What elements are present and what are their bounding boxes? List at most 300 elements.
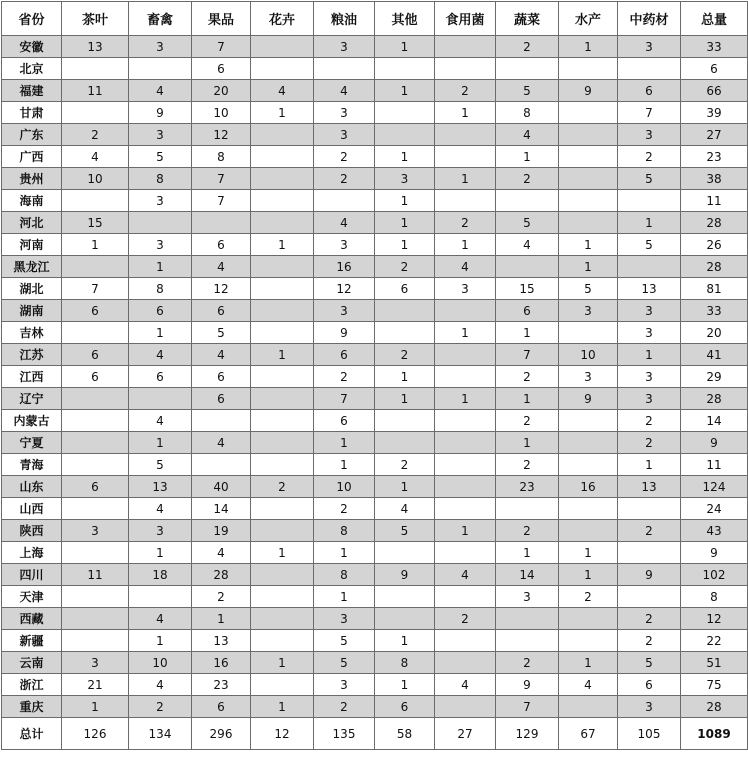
value-cell: 2 <box>618 608 681 630</box>
value-cell <box>559 58 618 80</box>
value-cell: 2 <box>314 696 375 718</box>
value-cell <box>559 146 618 168</box>
value-cell: 8 <box>192 146 251 168</box>
province-cell: 福建 <box>2 80 62 102</box>
province-cell: 山西 <box>2 498 62 520</box>
value-cell: 6 <box>496 300 559 322</box>
value-cell: 6 <box>62 344 129 366</box>
value-cell: 15 <box>496 278 559 300</box>
province-cell: 上海 <box>2 542 62 564</box>
value-cell: 4 <box>314 80 375 102</box>
value-cell <box>375 410 435 432</box>
value-cell: 40 <box>192 476 251 498</box>
value-cell <box>251 564 314 586</box>
value-cell <box>559 432 618 454</box>
value-cell: 3 <box>618 696 681 718</box>
value-cell: 3 <box>435 278 496 300</box>
value-cell <box>618 586 681 608</box>
value-cell: 1 <box>192 608 251 630</box>
province-cell: 吉林 <box>2 322 62 344</box>
value-cell: 15 <box>62 212 129 234</box>
total-cell: 134 <box>129 718 192 750</box>
province-cell: 河南 <box>2 234 62 256</box>
value-cell: 6 <box>192 388 251 410</box>
value-cell: 1 <box>435 102 496 124</box>
value-cell: 3 <box>129 520 192 542</box>
value-cell: 6 <box>192 366 251 388</box>
value-cell <box>496 498 559 520</box>
value-cell: 2 <box>314 366 375 388</box>
value-cell: 3 <box>129 124 192 146</box>
value-cell: 2 <box>314 146 375 168</box>
value-cell <box>62 586 129 608</box>
value-cell: 4 <box>192 256 251 278</box>
value-cell: 102 <box>681 564 748 586</box>
value-cell <box>496 190 559 212</box>
value-cell <box>62 410 129 432</box>
province-cell: 陕西 <box>2 520 62 542</box>
value-cell: 8 <box>129 278 192 300</box>
value-cell: 1 <box>129 322 192 344</box>
table-row <box>2 410 748 432</box>
value-cell: 75 <box>681 674 748 696</box>
value-cell <box>496 630 559 652</box>
value-cell: 6 <box>129 300 192 322</box>
value-cell: 1 <box>496 388 559 410</box>
value-cell: 4 <box>251 80 314 102</box>
column-header: 中药材 <box>618 2 681 36</box>
table-row <box>2 124 748 146</box>
value-cell <box>251 322 314 344</box>
province-cell: 天津 <box>2 586 62 608</box>
value-cell <box>559 630 618 652</box>
value-cell <box>559 608 618 630</box>
value-cell <box>435 630 496 652</box>
value-cell: 33 <box>681 36 748 58</box>
column-header: 果品 <box>192 2 251 36</box>
value-cell: 2 <box>496 520 559 542</box>
value-cell: 1 <box>435 520 496 542</box>
value-cell <box>251 212 314 234</box>
value-cell: 6 <box>314 410 375 432</box>
value-cell: 2 <box>62 124 129 146</box>
value-cell: 7 <box>496 344 559 366</box>
value-cell: 6 <box>192 696 251 718</box>
value-cell: 3 <box>618 36 681 58</box>
value-cell <box>435 476 496 498</box>
value-cell: 4 <box>129 80 192 102</box>
value-cell: 41 <box>681 344 748 366</box>
value-cell <box>435 190 496 212</box>
column-header: 其他 <box>375 2 435 36</box>
value-cell: 2 <box>496 36 559 58</box>
value-cell: 5 <box>375 520 435 542</box>
value-cell <box>251 168 314 190</box>
value-cell: 1 <box>496 432 559 454</box>
value-cell <box>435 146 496 168</box>
value-cell: 3 <box>496 586 559 608</box>
value-cell: 8 <box>681 586 748 608</box>
value-cell: 1 <box>129 432 192 454</box>
value-cell: 3 <box>129 190 192 212</box>
value-cell: 4 <box>192 542 251 564</box>
value-cell <box>435 366 496 388</box>
value-cell <box>251 278 314 300</box>
value-cell: 3 <box>314 300 375 322</box>
province-cell: 重庆 <box>2 696 62 718</box>
value-cell <box>251 674 314 696</box>
column-header-province: 省份 <box>2 2 62 36</box>
value-cell <box>435 498 496 520</box>
value-cell: 4 <box>129 674 192 696</box>
value-cell <box>375 102 435 124</box>
column-header: 食用菌 <box>435 2 496 36</box>
province-cell: 山东 <box>2 476 62 498</box>
value-cell: 1 <box>375 388 435 410</box>
value-cell: 2 <box>314 498 375 520</box>
value-cell: 8 <box>314 564 375 586</box>
value-cell <box>375 300 435 322</box>
value-cell: 3 <box>559 366 618 388</box>
value-cell <box>375 586 435 608</box>
table-row <box>2 608 748 630</box>
column-header: 粮油 <box>314 2 375 36</box>
value-cell: 1 <box>435 322 496 344</box>
value-cell: 5 <box>618 652 681 674</box>
value-cell: 28 <box>681 388 748 410</box>
value-cell <box>559 124 618 146</box>
value-cell: 1 <box>314 586 375 608</box>
value-cell: 1 <box>435 168 496 190</box>
column-header: 花卉 <box>251 2 314 36</box>
value-cell: 28 <box>681 212 748 234</box>
table-row <box>2 454 748 476</box>
value-cell <box>435 58 496 80</box>
value-cell <box>618 498 681 520</box>
value-cell: 4 <box>129 498 192 520</box>
header-row <box>2 2 748 36</box>
province-category-table <box>1 1 748 750</box>
province-cell: 西藏 <box>2 608 62 630</box>
province-cell: 黑龙江 <box>2 256 62 278</box>
value-cell: 2 <box>496 410 559 432</box>
value-cell: 6 <box>375 696 435 718</box>
value-cell: 6 <box>314 344 375 366</box>
value-cell: 2 <box>314 168 375 190</box>
value-cell: 124 <box>681 476 748 498</box>
value-cell: 10 <box>62 168 129 190</box>
value-cell <box>129 212 192 234</box>
value-cell: 5 <box>559 278 618 300</box>
value-cell <box>435 124 496 146</box>
value-cell <box>618 190 681 212</box>
value-cell <box>62 498 129 520</box>
value-cell: 10 <box>129 652 192 674</box>
province-cell: 广西 <box>2 146 62 168</box>
value-cell: 4 <box>129 410 192 432</box>
value-cell: 16 <box>192 652 251 674</box>
value-cell: 9 <box>681 432 748 454</box>
value-cell <box>435 696 496 718</box>
value-cell <box>496 608 559 630</box>
grand-total-cell: 1089 <box>681 718 748 750</box>
value-cell: 3 <box>314 234 375 256</box>
value-cell: 1 <box>496 542 559 564</box>
value-cell <box>314 190 375 212</box>
value-cell: 2 <box>192 586 251 608</box>
value-cell <box>375 322 435 344</box>
province-cell: 江苏 <box>2 344 62 366</box>
value-cell: 20 <box>681 322 748 344</box>
value-cell: 7 <box>314 388 375 410</box>
value-cell: 12 <box>192 278 251 300</box>
province-cell: 湖南 <box>2 300 62 322</box>
value-cell: 7 <box>62 278 129 300</box>
value-cell: 1 <box>314 454 375 476</box>
value-cell: 1 <box>559 652 618 674</box>
value-cell: 6 <box>129 366 192 388</box>
value-cell: 1 <box>496 146 559 168</box>
value-cell: 6 <box>618 674 681 696</box>
column-header: 蔬菜 <box>496 2 559 36</box>
value-cell: 1 <box>375 234 435 256</box>
value-cell: 3 <box>62 652 129 674</box>
value-cell <box>435 344 496 366</box>
value-cell <box>192 212 251 234</box>
table-row <box>2 388 748 410</box>
value-cell: 13 <box>618 476 681 498</box>
value-cell: 5 <box>314 652 375 674</box>
value-cell: 3 <box>618 322 681 344</box>
value-cell: 5 <box>496 212 559 234</box>
value-cell: 6 <box>62 366 129 388</box>
value-cell: 11 <box>681 190 748 212</box>
value-cell: 1 <box>559 564 618 586</box>
table-row <box>2 300 748 322</box>
value-cell: 1 <box>314 432 375 454</box>
value-cell: 7 <box>192 168 251 190</box>
value-cell: 33 <box>681 300 748 322</box>
table-row <box>2 432 748 454</box>
value-cell: 9 <box>559 388 618 410</box>
column-header: 总量 <box>681 2 748 36</box>
value-cell <box>62 190 129 212</box>
table-row <box>2 366 748 388</box>
value-cell: 1 <box>618 212 681 234</box>
value-cell: 7 <box>192 36 251 58</box>
value-cell <box>62 256 129 278</box>
value-cell: 28 <box>681 256 748 278</box>
value-cell: 19 <box>192 520 251 542</box>
value-cell: 2 <box>496 366 559 388</box>
province-cell: 青海 <box>2 454 62 476</box>
value-cell: 1 <box>559 36 618 58</box>
value-cell <box>559 322 618 344</box>
total-cell: 67 <box>559 718 618 750</box>
value-cell: 81 <box>681 278 748 300</box>
value-cell: 5 <box>618 234 681 256</box>
value-cell <box>192 454 251 476</box>
value-cell <box>251 498 314 520</box>
table-row <box>2 322 748 344</box>
value-cell <box>559 696 618 718</box>
value-cell: 28 <box>192 564 251 586</box>
table-row <box>2 234 748 256</box>
province-cell: 四川 <box>2 564 62 586</box>
value-cell: 2 <box>435 80 496 102</box>
province-cell: 内蒙古 <box>2 410 62 432</box>
value-cell: 7 <box>496 696 559 718</box>
value-cell: 1 <box>375 146 435 168</box>
value-cell: 5 <box>192 322 251 344</box>
value-cell: 2 <box>496 454 559 476</box>
province-cell: 云南 <box>2 652 62 674</box>
value-cell <box>251 58 314 80</box>
value-cell: 5 <box>129 146 192 168</box>
value-cell: 4 <box>435 564 496 586</box>
total-cell: 58 <box>375 718 435 750</box>
table-row <box>2 696 748 718</box>
value-cell: 5 <box>618 168 681 190</box>
value-cell: 4 <box>62 146 129 168</box>
table-row <box>2 564 748 586</box>
value-cell <box>251 410 314 432</box>
table-row <box>2 102 748 124</box>
value-cell <box>251 432 314 454</box>
value-cell <box>251 190 314 212</box>
value-cell: 1 <box>314 542 375 564</box>
value-cell: 6 <box>618 80 681 102</box>
table-row <box>2 498 748 520</box>
value-cell: 3 <box>129 36 192 58</box>
value-cell <box>251 520 314 542</box>
value-cell: 1 <box>251 344 314 366</box>
value-cell: 1 <box>251 234 314 256</box>
table-row <box>2 146 748 168</box>
value-cell: 9 <box>618 564 681 586</box>
value-cell: 27 <box>681 124 748 146</box>
province-cell: 甘肃 <box>2 102 62 124</box>
value-cell <box>618 256 681 278</box>
value-cell: 28 <box>681 696 748 718</box>
value-cell: 9 <box>681 542 748 564</box>
value-cell: 23 <box>681 146 748 168</box>
value-cell: 6 <box>62 476 129 498</box>
value-cell: 3 <box>314 608 375 630</box>
total-cell: 135 <box>314 718 375 750</box>
value-cell <box>129 58 192 80</box>
value-cell: 1 <box>618 344 681 366</box>
value-cell <box>435 454 496 476</box>
value-cell: 12 <box>314 278 375 300</box>
value-cell: 29 <box>681 366 748 388</box>
value-cell: 2 <box>496 168 559 190</box>
value-cell <box>314 58 375 80</box>
value-cell <box>62 58 129 80</box>
value-cell: 1 <box>435 388 496 410</box>
value-cell: 14 <box>681 410 748 432</box>
value-cell: 26 <box>681 234 748 256</box>
value-cell: 9 <box>496 674 559 696</box>
total-cell: 129 <box>496 718 559 750</box>
value-cell <box>62 322 129 344</box>
value-cell: 5 <box>129 454 192 476</box>
value-cell: 6 <box>192 234 251 256</box>
value-cell <box>375 432 435 454</box>
value-cell <box>251 454 314 476</box>
value-cell: 4 <box>559 674 618 696</box>
table-row <box>2 542 748 564</box>
value-cell: 2 <box>251 476 314 498</box>
value-cell <box>496 58 559 80</box>
value-cell: 16 <box>559 476 618 498</box>
value-cell: 43 <box>681 520 748 542</box>
province-cell: 江西 <box>2 366 62 388</box>
table-row <box>2 256 748 278</box>
value-cell <box>435 542 496 564</box>
value-cell: 4 <box>435 256 496 278</box>
value-cell: 11 <box>62 564 129 586</box>
value-cell: 10 <box>559 344 618 366</box>
province-cell: 浙江 <box>2 674 62 696</box>
value-cell: 3 <box>375 168 435 190</box>
value-cell: 8 <box>375 652 435 674</box>
value-cell: 39 <box>681 102 748 124</box>
value-cell <box>435 652 496 674</box>
value-cell: 1 <box>375 36 435 58</box>
value-cell: 14 <box>192 498 251 520</box>
value-cell: 2 <box>618 146 681 168</box>
value-cell: 2 <box>496 652 559 674</box>
value-cell <box>559 102 618 124</box>
value-cell <box>559 190 618 212</box>
table-row <box>2 190 748 212</box>
value-cell <box>559 520 618 542</box>
value-cell: 2 <box>375 454 435 476</box>
value-cell <box>192 410 251 432</box>
value-cell <box>251 36 314 58</box>
value-cell: 14 <box>496 564 559 586</box>
table-row <box>2 674 748 696</box>
value-cell: 1 <box>435 234 496 256</box>
value-cell <box>251 124 314 146</box>
column-header: 水产 <box>559 2 618 36</box>
value-cell <box>62 630 129 652</box>
value-cell: 4 <box>314 212 375 234</box>
value-cell: 3 <box>559 300 618 322</box>
value-cell <box>435 432 496 454</box>
table-row <box>2 630 748 652</box>
value-cell: 23 <box>496 476 559 498</box>
value-cell: 11 <box>681 454 748 476</box>
province-cell: 北京 <box>2 58 62 80</box>
value-cell <box>129 586 192 608</box>
value-cell: 20 <box>192 80 251 102</box>
value-cell: 4 <box>496 124 559 146</box>
value-cell: 3 <box>618 388 681 410</box>
province-cell: 辽宁 <box>2 388 62 410</box>
value-cell: 13 <box>618 278 681 300</box>
value-cell: 1 <box>375 476 435 498</box>
value-cell <box>62 388 129 410</box>
value-cell: 3 <box>618 366 681 388</box>
value-cell: 5 <box>496 80 559 102</box>
value-cell: 22 <box>681 630 748 652</box>
table-row <box>2 212 748 234</box>
value-cell: 1 <box>129 542 192 564</box>
table-row <box>2 344 748 366</box>
value-cell: 7 <box>618 102 681 124</box>
